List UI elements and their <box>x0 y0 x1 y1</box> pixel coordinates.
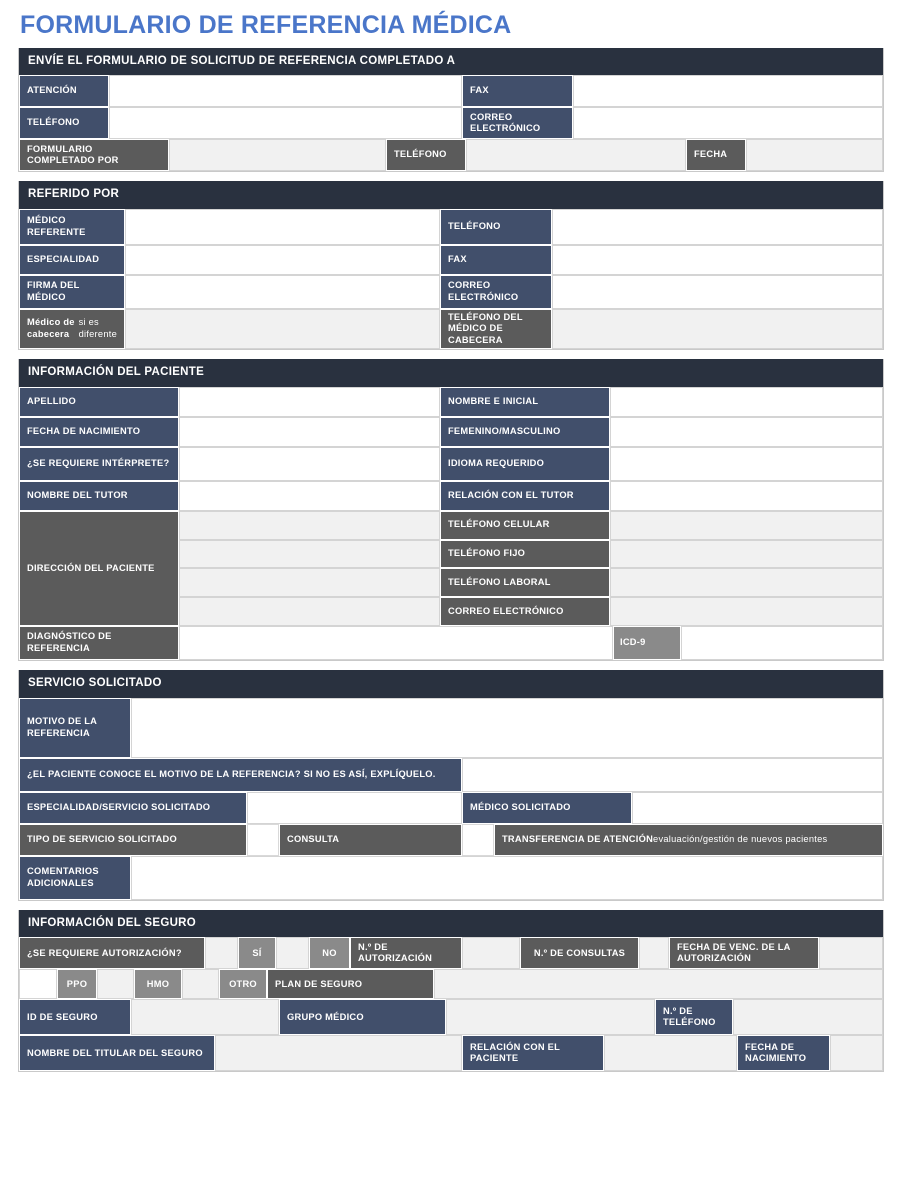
label-physician-signature: FIRMA DEL MÉDICO <box>19 275 125 309</box>
row-referral-diagnosis <box>19 626 883 660</box>
checkbox-consult[interactable] <box>247 824 279 856</box>
label-authorization-no: NO <box>309 937 350 969</box>
input-insurance-plan[interactable] <box>434 969 883 999</box>
input-interpreter-required[interactable] <box>179 447 440 481</box>
row-patient-email <box>440 597 883 626</box>
input-fax[interactable] <box>573 75 883 107</box>
row-additional-comments <box>19 856 883 900</box>
input-additional-comments[interactable] <box>131 856 883 900</box>
label-gender: FEMENINO/MASCULINO <box>440 417 610 447</box>
input-guardian-relationship[interactable] <box>610 481 883 511</box>
label-completed-date: FECHA <box>686 139 746 171</box>
label-ppo: PPO <box>57 969 97 999</box>
input-cell-phone[interactable] <box>610 511 883 540</box>
label-email: CORREO ELECTRÓNICO <box>462 107 573 139</box>
row-completed-by <box>19 139 883 171</box>
row-insurance-id-group <box>19 999 883 1035</box>
input-icd9[interactable] <box>681 626 883 660</box>
checkbox-ppo[interactable] <box>19 969 57 999</box>
label-completed-by-phone: TELÉFONO <box>386 139 466 171</box>
label-cell-phone: TELÉFONO CELULAR <box>440 511 610 540</box>
row-pcp <box>19 309 883 349</box>
label-visit-count: N.º DE CONSULTAS <box>520 937 639 969</box>
input-guardian-name[interactable] <box>179 481 440 511</box>
label-additional-comments: COMENTARIOS ADICIONALES <box>19 856 131 900</box>
input-referral-reason[interactable] <box>131 698 883 758</box>
input-work-phone[interactable] <box>610 568 883 597</box>
page-title: FORMULARIO DE REFERENCIA MÉDICA <box>20 11 512 39</box>
section-patient-info <box>18 359 884 661</box>
label-guardian-relationship: RELACIÓN CON EL TUTOR <box>440 481 610 511</box>
label-consult: CONSULTA <box>279 824 462 856</box>
input-specialty-service-requested[interactable] <box>247 792 462 824</box>
label-hmo: HMO <box>134 969 182 999</box>
row-signature-email <box>19 275 883 309</box>
label-date-of-birth: FECHA DE NACIMIENTO <box>19 417 179 447</box>
input-visit-count[interactable] <box>639 937 669 969</box>
section-header-patient-info: INFORMACIÓN DEL PACIENTE <box>19 359 883 387</box>
row-plan-type <box>19 969 883 999</box>
input-date-of-birth[interactable] <box>179 417 440 447</box>
label-last-name: APELLIDO <box>19 387 179 417</box>
input-attention[interactable] <box>109 75 462 107</box>
label-referral-reason: MOTIVO DE LA REFERENCIA <box>19 698 131 758</box>
input-referring-physician[interactable] <box>125 209 440 245</box>
section-header-send-to: ENVÍE EL FORMULARIO DE SOLICITUD DE REFERENCIA COMPLETADO A <box>19 48 883 76</box>
label-attention: ATENCIÓN <box>19 75 109 107</box>
label-pcp-bold: Médico de cabecera <box>27 317 75 340</box>
label-guardian-name: NOMBRE DEL TUTOR <box>19 481 179 511</box>
input-pcp-phone[interactable] <box>552 309 883 349</box>
label-authorization-required: ¿SE REQUIERE AUTORIZACIÓN? <box>19 937 205 969</box>
section-insurance <box>18 910 884 1073</box>
row-specialty-requested <box>19 792 883 824</box>
section-send-to <box>18 48 884 173</box>
contact-phones-group <box>440 511 883 626</box>
label-patient-address: DIRECCIÓN DEL PACIENTE <box>19 511 179 626</box>
checkbox-hmo[interactable] <box>97 969 134 999</box>
label-authorization-expiration: FECHA DE VENC. DE LA AUTORIZACIÓN <box>669 937 819 969</box>
label-home-phone: TELÉFONO FIJO <box>440 540 610 569</box>
label-transfer-thin: evaluación/gestión de nuevos pacientes <box>653 833 828 844</box>
label-primary-care-physician <box>19 309 125 349</box>
input-patient-email[interactable] <box>610 597 883 626</box>
label-pcp-phone: TELÉFONO DEL MÉDICO DE CABECERA <box>440 309 552 349</box>
label-patient-email: CORREO ELECTRÓNICO <box>440 597 610 626</box>
label-first-name-initial: NOMBRE E INICIAL <box>440 387 610 417</box>
input-completed-by-phone[interactable] <box>466 139 686 171</box>
label-interpreter-required: ¿SE REQUIERE INTÉRPRETE? <box>19 447 179 481</box>
row-home-phone <box>440 540 883 569</box>
row-interpreter-language <box>19 447 883 481</box>
label-insurance-phone: N.º DE TELÉFONO <box>655 999 733 1035</box>
row-phone-email <box>19 107 883 139</box>
label-authorization-number: N.º DE AUTORIZACIÓN <box>350 937 462 969</box>
label-pcp-thin: si es diferente <box>78 317 117 340</box>
label-work-phone: TELÉFONO LABORAL <box>440 568 610 597</box>
label-completed-by: FORMULARIO COMPLETADO POR <box>19 139 169 171</box>
row-address-phones <box>19 511 883 626</box>
label-requested-physician: MÉDICO SOLICITADO <box>462 792 632 824</box>
row-referral-reason <box>19 698 883 758</box>
input-home-phone[interactable] <box>610 540 883 569</box>
row-work-phone <box>440 568 883 597</box>
row-subscriber <box>19 1035 883 1071</box>
row-name <box>19 387 883 417</box>
row-referring-physician <box>19 209 883 245</box>
label-referring-physician: MÉDICO REFERENTE <box>19 209 125 245</box>
label-transfer-of-care <box>494 824 883 856</box>
input-address-line-3[interactable] <box>179 568 440 597</box>
label-transfer-bold: TRANSFERENCIA DE ATENCIÓN <box>502 833 654 844</box>
section-referred-by <box>18 181 884 350</box>
label-service-type: TIPO DE SERVICIO SOLICITADO <box>19 824 247 856</box>
input-primary-care-physician[interactable] <box>125 309 440 349</box>
input-referring-email[interactable] <box>552 275 883 309</box>
input-specialty[interactable] <box>125 245 440 275</box>
label-subscriber-dob: FECHA DE NACIMIENTO <box>737 1035 830 1071</box>
checkbox-authorization-yes[interactable] <box>205 937 238 969</box>
input-last-name[interactable] <box>179 387 440 417</box>
label-medical-group: GRUPO MÉDICO <box>279 999 446 1035</box>
input-phone[interactable] <box>109 107 462 139</box>
label-relationship-to-patient: RELACIÓN CON EL PACIENTE <box>462 1035 604 1071</box>
label-referring-phone: TELÉFONO <box>440 209 552 245</box>
input-physician-signature[interactable] <box>125 275 440 309</box>
input-address-line-2[interactable] <box>179 540 440 569</box>
row-service-type <box>19 824 883 856</box>
label-fax: FAX <box>462 75 573 107</box>
label-specialty-service-requested: ESPECIALIDAD/SERVICIO SOLICITADO <box>19 792 247 824</box>
input-referring-fax[interactable] <box>552 245 883 275</box>
input-requested-physician[interactable] <box>632 792 883 824</box>
row-cell-phone <box>440 511 883 540</box>
label-insurance-plan: PLAN DE SEGURO <box>267 969 434 999</box>
input-insurance-phone[interactable] <box>733 999 883 1035</box>
input-completed-date[interactable] <box>746 139 883 171</box>
row-patient-knows-reason <box>19 758 883 792</box>
input-referral-diagnosis[interactable] <box>179 626 613 660</box>
input-medical-group[interactable] <box>446 999 655 1035</box>
label-language-required: IDIOMA REQUERIDO <box>440 447 610 481</box>
label-subscriber-name: NOMBRE DEL TITULAR DEL SEGURO <box>19 1035 215 1071</box>
row-authorization <box>19 937 883 969</box>
row-attention-fax <box>19 75 883 107</box>
input-insurance-id[interactable] <box>131 999 279 1035</box>
input-language-required[interactable] <box>610 447 883 481</box>
label-icd9: ICD-9 <box>613 626 681 660</box>
input-referring-phone[interactable] <box>552 209 883 245</box>
input-email[interactable] <box>573 107 883 139</box>
checkbox-other[interactable] <box>182 969 219 999</box>
label-referring-email: CORREO ELECTRÓNICO <box>440 275 552 309</box>
input-gender[interactable] <box>610 417 883 447</box>
section-header-service-requested: SERVICIO SOLICITADO <box>19 670 883 698</box>
label-authorization-yes: SÍ <box>238 937 276 969</box>
input-authorization-expiration[interactable] <box>819 937 883 969</box>
row-specialty-fax <box>19 245 883 275</box>
section-service-requested <box>18 670 884 901</box>
row-dob-gender <box>19 417 883 447</box>
label-insurance-id: ID DE SEGURO <box>19 999 131 1035</box>
checkbox-transfer-of-care[interactable] <box>462 824 494 856</box>
input-patient-knows-reason[interactable] <box>462 758 883 792</box>
label-referring-fax: FAX <box>440 245 552 275</box>
address-lines-group <box>179 511 440 626</box>
label-other: OTRO <box>219 969 267 999</box>
section-header-referred-by: REFERIDO POR <box>19 181 883 209</box>
label-patient-knows-reason: ¿EL PACIENTE CONOCE EL MOTIVO DE LA REFERENCIA? SI NO ES ASÍ, EXPLÍQUELO. <box>19 758 462 792</box>
label-referral-diagnosis: DIAGNÓSTICO DE REFERENCIA <box>19 626 179 660</box>
input-relationship-to-patient[interactable] <box>604 1035 737 1071</box>
label-specialty: ESPECIALIDAD <box>19 245 125 275</box>
input-address-line-1[interactable] <box>179 511 440 540</box>
input-completed-by[interactable] <box>169 139 386 171</box>
input-subscriber-name[interactable] <box>215 1035 462 1071</box>
input-address-line-4[interactable] <box>179 597 440 626</box>
label-phone: TELÉFONO <box>19 107 109 139</box>
input-authorization-number[interactable] <box>462 937 520 969</box>
section-header-insurance: INFORMACIÓN DEL SEGURO <box>19 910 883 938</box>
checkbox-authorization-no[interactable] <box>276 937 309 969</box>
input-first-name-initial[interactable] <box>610 387 883 417</box>
input-subscriber-dob[interactable] <box>830 1035 883 1071</box>
row-guardian <box>19 481 883 511</box>
